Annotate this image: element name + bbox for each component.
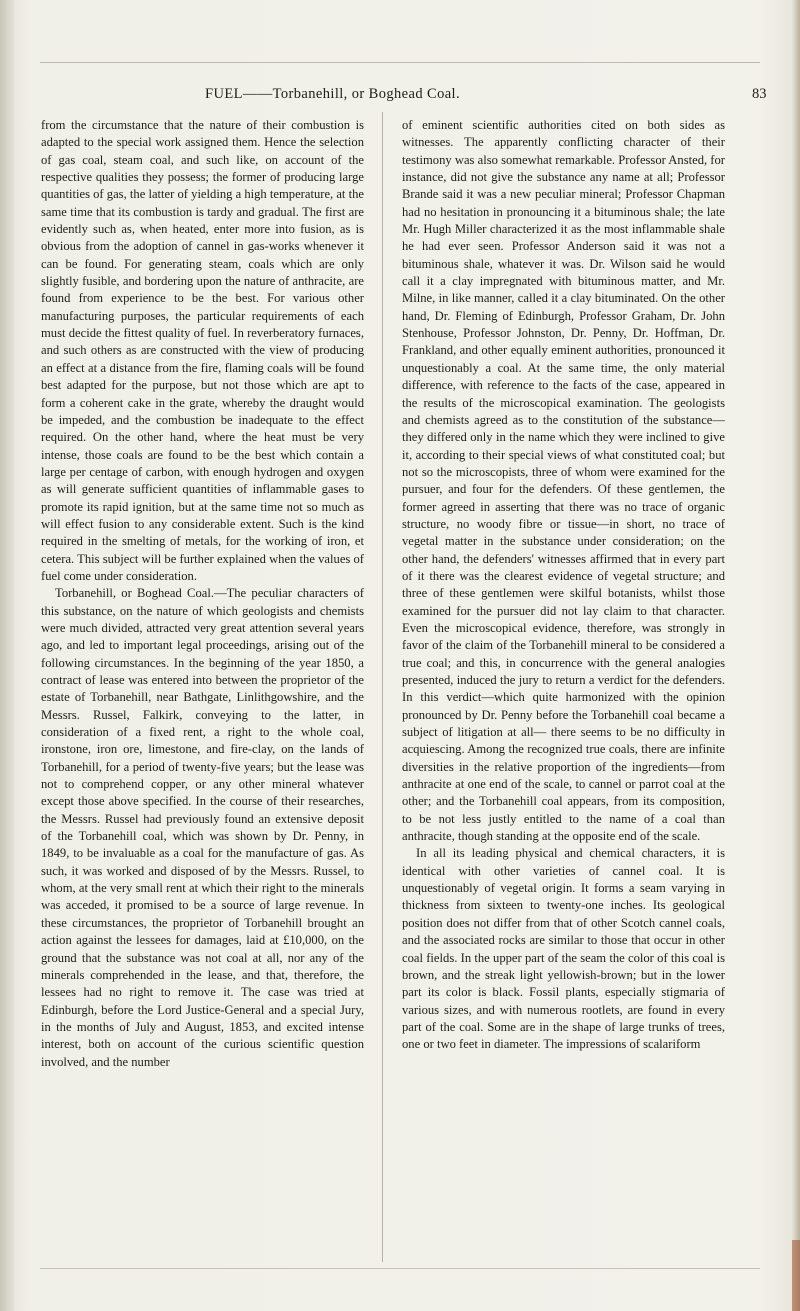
page-number: 83 [752,86,767,102]
bottom-rule [40,1268,760,1269]
page-edge [792,0,800,1311]
left-column [41,117,364,1071]
paragraph: of eminent scientific authorities cited on both sides as witnesses. The apparently conflicting character of their testimony was also somewhat remarkable. Professor Ansted, for instance, did not give the substance any name at all; Professor Brande said it was a new peculiar mineral; Professor Chapman had no hesitation in pronouncing it a bituminous shale; the late Mr. Hugh Miller characterized it as the most inflammable shale he had ever seen. Professor Anderson said it was not a bituminous shale, whatever it was. Dr. Wilson said he would call it a clay impregnated with bituminous matter, and Mr. Milne, in like manner, called it a clay bituminated. On the other hand, Dr. Fleming of Edinburgh, Professor Graham, Dr. John Stenhouse, Professor Johnston, Dr. Penny, Dr. Hoffman, Dr. Frankland, and other equally eminent authorities, pronounced it unquestionably a coal. At the same time, the only material difference, with reference to the facts of the case, appeared in the results of the microscopical examination. The geologists and chemists agreed as to the constitution of the substance—they differed only in the name which they were inclined to give it, according to their special views of what constituted coal; but not so the microscopists, three of whom were examined for the pursuer, and four for the defenders. Of these gentlemen, the former agreed in asserting that there was no trace of organic structure, no woody fibre or tissue—in short, no trace of vegetal matter in the substance under consideration; on the other hand, the defenders' witnesses affirmed that in every part of it there was the clearest evidence of vegetal structure; and three of these gentlemen were skilful botanists, whilst those examined for the pursuer did not lay claim to that character. Even the microscopical evidence, therefore, was strongly in favor of the claim of the Torbanehill mineral to be considered a true coal; and this, in concurrence with the general analogies presented, induced the jury to return a verdict for the defenders. In this verdict—which quite harmonized with the opinion pronounced by Dr. Penny before the Torbanehill coal became a subject of litigation at all— there seems to be no difficulty in acquiescing. Among the recognized true coals, there are infinite diversities in the relative proportion of the ingredients—from anthracite at one end of the scale, to cannel or parrot coal at the other; and the Torbanehill coal appears, from its composition, to be not less justly entitled to the name of a coal than anthracite, though standing at the opposite end of the scale. [402,118,725,844]
paragraph: In all its leading physical and chemical characters, it is identical with other varieties of cannel coal. It is unquestionably of vegetal origin. It forms a seam varying in thickness from sixteen to twenty-one inches. Its geological position does not differ from that of other Scotch cannel coals, and the associated rocks are similar to those that occur in other coal fields. In the upper part of the seam the color of this coal is brown, and the streak light yellowish-brown; but in the lower part its color is black. Fossil plants, especially stigmaria of various sizes, and with numerous rootlets, are found in every part of the coal. Some are in the shape of large trunks of trees, one or two feet in diameter. The impressions of scalariform [402,846,725,1052]
header-rule [40,62,760,63]
column-divider [382,112,383,1262]
page-binding-shadow [0,0,14,1311]
right-column [402,117,725,1054]
paragraph: from the circumstance that the nature of their combustion is adapted to the special work assigned them. Hence the selection of gas coal, steam coal, and such like, on account of the respective qualities they possess; the former of producing large quantities of gas, the latter of yielding a high temperature, at the same time that its combustion is tardy and gradual. The first are evidently such as, when heated, enter more into fusion, as is obvious from the adoption of cannel in gas-works whenever it can be found. For generating steam, coals which are only slightly fusible, and bordering upon the nature of anthracite, are found from experience to be the best. For various other manufacturing purposes, the particular requirements of each must decide the fittest quality of fuel. In reverberatory furnaces, and such others as are constructed with the view of producing an effect at a distance from the fire, flaming coals will be found best adapted for the purpose, but not those which are apt to form a coherent cake in the grate, whereby the draught would be impeded, and the combustion be inadequate to the effect required. On the other hand, where the heat must be very intense, those coals are found to be the best which contain a large per centage of carbon, with enough hydrogen and oxygen as will generate sufficient quantities of inflammable gases to promote its rapid ignition, but at the same time not so much as will effect fusion to any considerable extent. Such is the kind required in the smelting of metals, for the working of iron, et cetera. This subject will be further explained when the values of fuel come under consideration. [41,118,364,583]
page-edge-stain [792,1240,800,1311]
running-head: FUEL——Torbanehill, or Boghead Coal. [205,86,461,102]
paragraph: Torbanehill, or Boghead Coal.—The peculiar characters of this substance, on the nature of which geologists and chemists were much divided, attracted very great attention several years ago, and led to important legal proceedings, arising out of the following circumstances. In the beginning of the year 1850, a contract of lease was entered into between the proprietor of the estate of Torbanehill, near Bathgate, Linlithgowshire, and the Messrs. Russel, Falkirk, conveying to the latter, in consideration of a fixed rent, a right to the whole coal, ironstone, iron ore, limestone, and fire-clay, on the lands of Torbanehill, for a period of twenty-five years; but the lease was not to comprehend copper, or any other mineral whatever except those above specified. In the course of their researches, the Messrs. Russel had previously found an extensive deposit of the Torbanehill coal, which was shown by Dr. Penny, in 1849, to be invaluable as a coal for the manufacture of gas. As such, it was worked and disposed of by the Messrs. Russel, to whom, at the very small rent at which their right to the minerals was acceded, it promised to be a source of large revenue. In these circumstances, the proprietor of Torbanehill brought an action against the lessees for damages, laid at £10,000, on the ground that the substance was not coal at all, nor any of the minerals comprehended in the lease, and that, therefore, the lessees had no right to remove it. The case was tried at Edinburgh, before the Lord Justice-General and a special Jury, in the months of July and August, 1853, and excited intense interest, both on account of the curious scientific question involved, and the number [41,586,364,1069]
